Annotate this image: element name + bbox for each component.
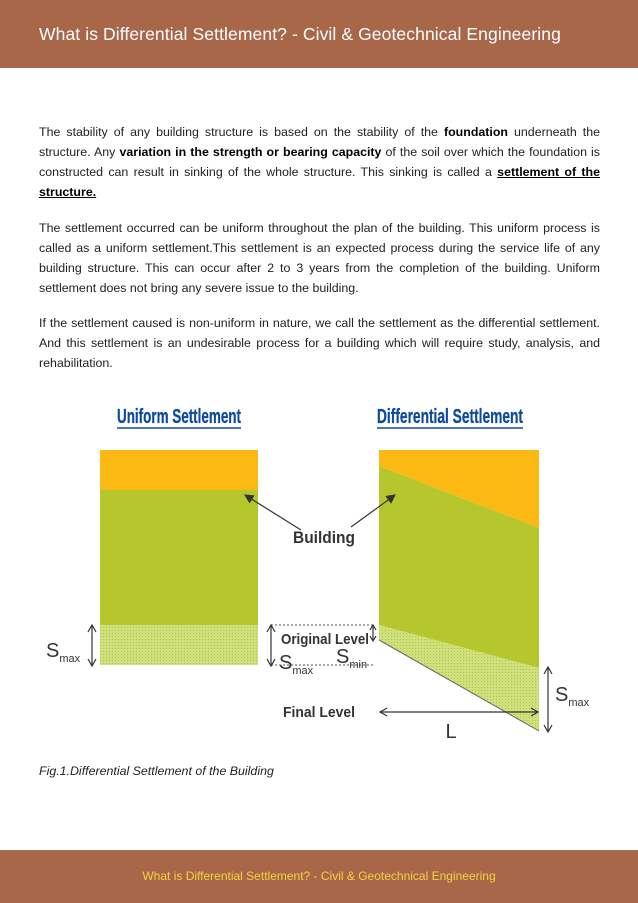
term-settlement: settlement of the structure. [39,165,601,199]
paragraph-3: If the settlement caused is non-uniform in nature, we call the settlement as the differential settlement. And this settlement is an undesirable process for a building which will require study, analysis, and rehabilitation. [39,316,600,370]
uniform-settled-zone [100,625,258,665]
original-level-label: Original Level [281,631,369,648]
figure-caption: Fig.1.Differential Settlement of the Building [39,764,274,778]
paragraph-1-text-c: of the soil over which the foundation is constructed can result in sinking of the whole structure. This sinking is called a [39,145,600,179]
footer-title: What is Differential Settlement? - Civil & Geotechnical Engineering [142,869,496,883]
differential-settlement-title: Differential Settlement [377,406,524,428]
uniform-roof [100,450,258,490]
paragraph-1 [39,122,600,202]
uniform-body [100,490,258,625]
header-bar [0,0,638,68]
paragraph-2: The settlement occurred can be uniform throughout the plan of the building. This uniform process is called as a uniform settlement.This settlement is an expected process during the service life of any building structure. This can occur after 2 to 3 years from the completion of the building. Uniform settlement does not bring any severe issue to the building. [39,221,600,295]
page-title: What is Differential Settlement? - Civil & Geotechnical Engineering [39,23,561,44]
paragraph-1-text-a: The stability of any building structure is based on the stability of the [39,125,444,139]
final-level-label: Final Level [283,704,355,721]
term-foundation: foundation [443,125,508,139]
term-variation: variation in the strength or bearing capacity [119,145,382,159]
smax-mid-label: $S_{max}$ [279,652,314,677]
paragraph-1-text-b: underneath the structure. Any [39,125,600,159]
length-label: L [445,721,457,743]
settlement-figure [39,383,600,753]
smax-left-label: $S_{max}$ [46,640,81,665]
smax-right-label: $S_{max}$ [555,684,590,709]
building-label: Building [293,528,355,547]
uniform-settlement-title: Uniform Settlement [117,406,242,428]
smin-label: $S_{min}$ [336,646,368,671]
article-body [39,122,600,388]
